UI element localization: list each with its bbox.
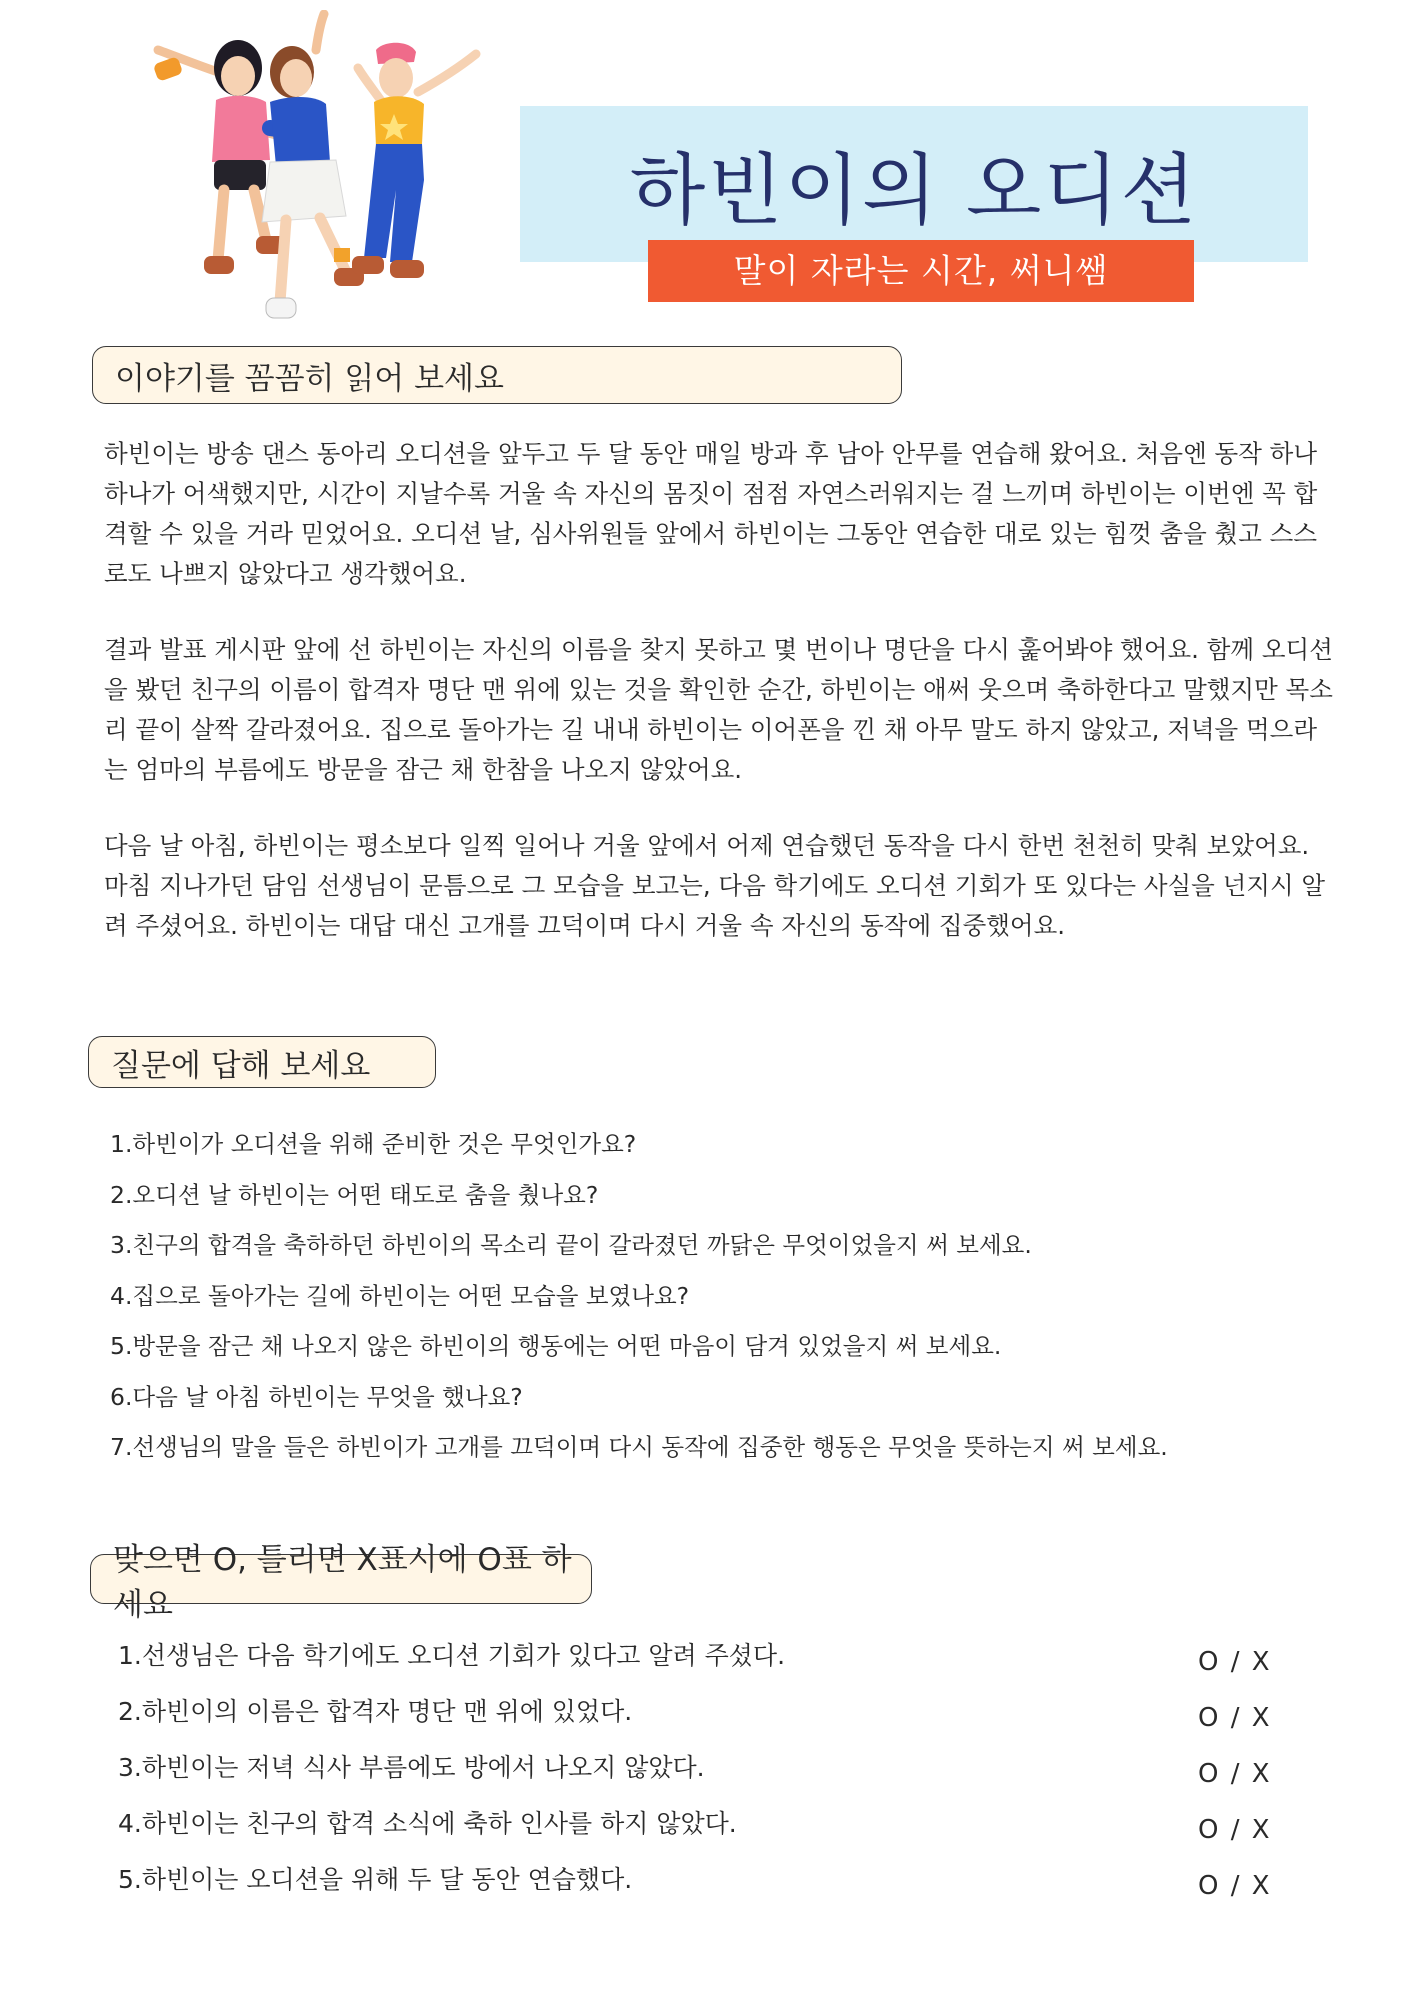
- question-item: 7.선생님의 말을 들은 하빈이가 고개를 끄덕이며 다시 동작에 집중한 행동은 무엇을 뜻하는지 써 보세요.: [110, 1433, 1168, 1461]
- ox-item: [118, 1628, 1278, 1684]
- ox-statement: 4.하빈이는 친구의 합격 소식에 축하 인사를 하지 않았다.: [118, 1809, 737, 1838]
- question-item: 6.다음 날 아침 하빈이는 무엇을 했나요?: [110, 1382, 523, 1411]
- ox-item: [118, 1852, 1278, 1908]
- question-list: [110, 1124, 1168, 1478]
- question-item: 3.친구의 합격을 축하하던 하빈이의 목소리 끝이 갈라졌던 까닭은 무엇이었을지 써 보세요.: [110, 1231, 1032, 1259]
- ox-choice[interactable]: O / X: [1198, 1759, 1272, 1789]
- question-item: 5.방문을 잠근 채 나오지 않은 하빈이의 행동에는 어떤 마음이 담겨 있었을지 써 보세요.: [110, 1332, 1002, 1360]
- ox-statement: 2.하빈이의 이름은 합격자 명단 맨 위에 있었다.: [118, 1697, 633, 1726]
- dancer-right: [352, 43, 476, 278]
- ox-choice[interactable]: O / X: [1198, 1703, 1272, 1733]
- questions-section-heading: 질문에 답해 보세요: [88, 1036, 436, 1088]
- subtitle-banner: 말이 자라는 시간, 써니쌤: [648, 240, 1194, 302]
- ox-item: [118, 1796, 1278, 1852]
- three-dancing-girls-illustration: [120, 10, 520, 345]
- question-item: 4.집으로 돌아가는 길에 하빈이는 어떤 모습을 보였나요?: [110, 1281, 690, 1310]
- question-item: 1.하빈이가 오디션을 위해 준비한 것은 무엇인가요?: [110, 1130, 637, 1158]
- dancer-left: [153, 40, 290, 274]
- read-section-heading: 이야기를 꼼꼼히 읽어 보세요: [92, 346, 902, 404]
- question-item: 2.오디션 날 하빈이는 어떤 태도로 춤을 췄나요?: [110, 1180, 599, 1209]
- page-title: 하빈이의 오디션: [629, 146, 1199, 236]
- ox-item: [118, 1740, 1278, 1796]
- ox-statement: 1.선생님은 다음 학기에도 오디션 기회가 있다고 알려 주셨다.: [118, 1641, 786, 1670]
- ox-choice[interactable]: O / X: [1198, 1647, 1272, 1677]
- dancer-middle: [262, 14, 364, 318]
- story-paragraph-1: 하빈이는 방송 댄스 동아리 오디션을 앞두고 두 달 동안 매일 방과 후 남아 안무를 연습해 왔어요. 처음엔 동작 하나하나가 어색했지만, 시간이 지날수록 거울 속 자신의 몸짓이 점점 자연스러워지는 걸 느끼며 하빈이는 이번엔 꼭 합격할 수 있을 거라 믿었어요. 오디션 날, 심사위원들 앞에서 하빈이는 그동안 연습한 대로 있는 힘껏 춤을 췄고 스스로도 나쁘지 않았다고 생각했어요.: [104, 439, 1318, 588]
- ox-statement: 3.하빈이는 저녁 식사 부름에도 방에서 나오지 않았다.: [118, 1753, 705, 1782]
- ox-section-heading: 맞으면 O, 틀리면 X표시에 O표 하세요: [90, 1554, 592, 1604]
- ox-item: [118, 1684, 1278, 1740]
- ox-list: [118, 1628, 1278, 1908]
- story-paragraph-2: 결과 발표 게시판 앞에 선 하빈이는 자신의 이름을 찾지 못하고 몇 번이나 명단을 다시 훑어봐야 했어요. 함께 오디션을 봤던 친구의 이름이 합격자 명단 맨 위에 있는 것을 확인한 순간, 하빈이는 애써 웃으며 축하한다고 말했지만 목소리 끝이 살짝 갈라졌어요. 집으로 돌아가는 길 내내 하빈이는 이어폰을 낀 채 아무 말도 하지 않았고, 저녁을 먹으라는 엄마의 부름에도 방문을 잠근 채 한참을 나오지 않았어요.: [104, 635, 1333, 784]
- story-paragraph-3: 다음 날 아침, 하빈이는 평소보다 일찍 일어나 거울 앞에서 어제 연습했던 동작을 다시 한번 천천히 맞춰 보았어요. 마침 지나가던 담임 선생님이 문틈으로 그 모습을 보고는, 다음 학기에도 오디션 기회가 또 있다는 사실을 넌지시 알려 주셨어요. 하빈이는 대답 대신 고개를 끄덕이며 다시 거울 속 자신의 동작에 집중했어요.: [104, 831, 1326, 940]
- ox-choice[interactable]: O / X: [1198, 1815, 1272, 1845]
- ox-statement: 5.하빈이는 오디션을 위해 두 달 동안 연습했다.: [118, 1865, 633, 1894]
- ox-choice[interactable]: O / X: [1198, 1871, 1272, 1901]
